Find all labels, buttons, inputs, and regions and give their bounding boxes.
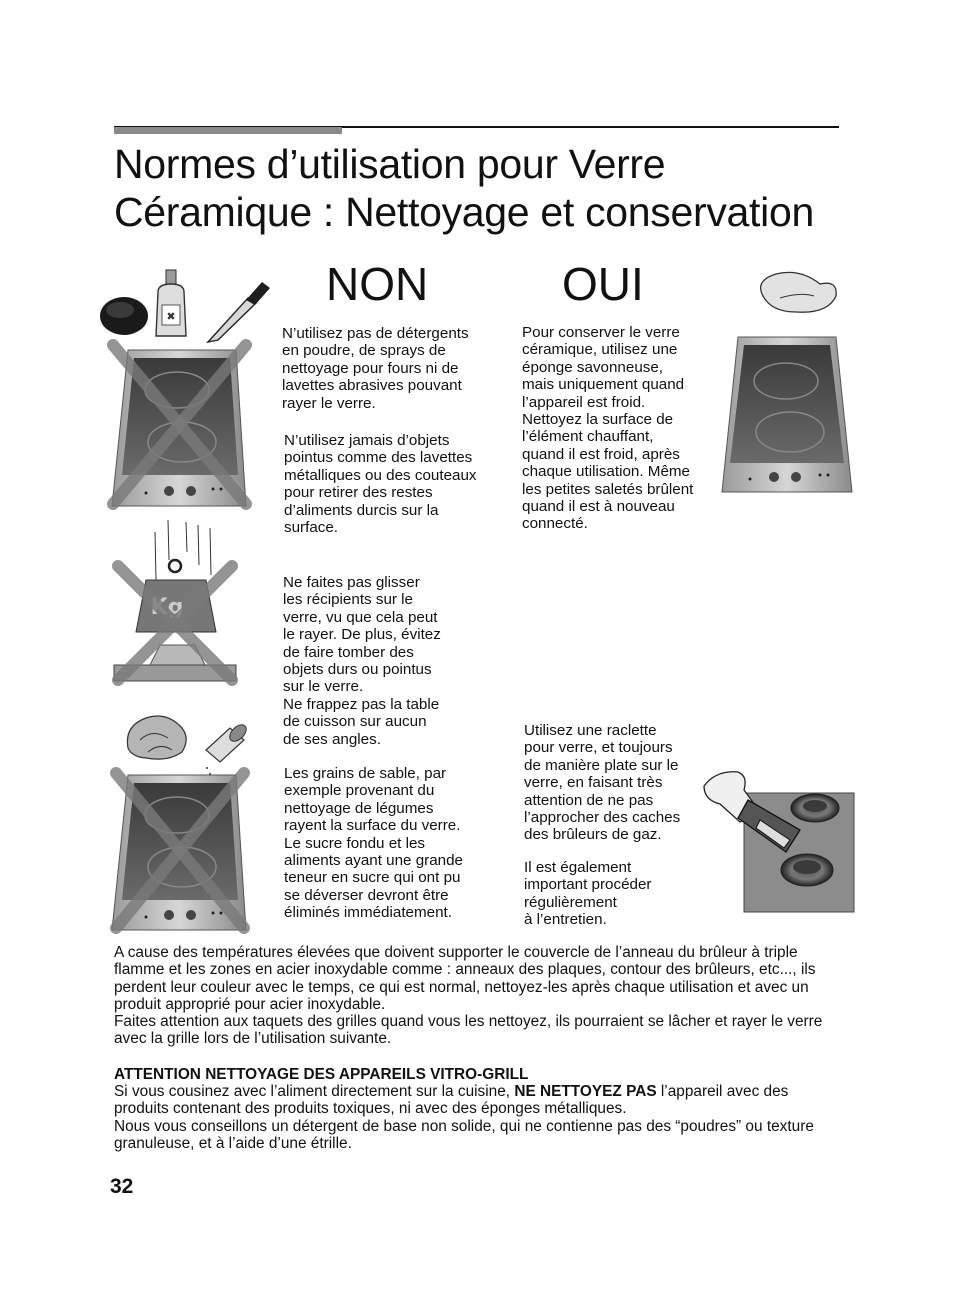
oui-scraper-text: Utilisez une raclette pour verre, et toujours de manière plate sur le verre, en faisant très attention de ne pas l’approcher des caches des brûleurs de gaz. bbox=[524, 722, 681, 844]
knife-icon bbox=[208, 282, 270, 342]
non-detergent-text: N’utilisez pas de détergents en poudre, de sprays de nettoyage pour fours ni de lavettes abrasives pouvant rayer le verre. bbox=[282, 325, 469, 412]
page-title-line-2: Céramique : Nettoyage et conservation bbox=[114, 189, 814, 235]
non-hob-abrasive bbox=[112, 345, 246, 506]
non-sliding-text: Ne faites pas glisser les récipients sur le verre, vu que cela peut le rayer. De plus, évitez de faire tomber des objets durs ou pointus sur le verre. Ne frappez pas la table de cuisson sur aucun de ses angles. bbox=[283, 574, 441, 748]
oui-heading: OUI bbox=[562, 258, 644, 310]
non-hob-sand bbox=[112, 773, 246, 930]
lettuce-icon bbox=[127, 716, 186, 759]
footer-paragraph-3: Nous vous conseillons un détergent de base non solide, qui ne contienne pas des “poudres” ou texture granuleuse, et à l’aide d’une étrille. bbox=[114, 1118, 814, 1153]
oui-hob-clean bbox=[722, 337, 852, 492]
svg-text:✖: ✖ bbox=[166, 310, 176, 323]
attention-text-end: l’appareil avec des produits contenant des produits toxiques, ni avec des éponges métalliques. bbox=[114, 1083, 789, 1118]
oui-maintenance-text: Il est également important procéder régulièrement à l’entretien. bbox=[524, 859, 652, 929]
sponge-icon bbox=[761, 272, 837, 312]
attention-heading: ATTENTION NETTOYAGE DES APPAREILS VITRO-GRILL bbox=[114, 1066, 529, 1083]
non-falling-weight bbox=[114, 520, 236, 681]
footer-paragraph-2: Faites attention aux taquets des grilles quand vous les nettoyez, ils pourraient se lâcher et rayer le verre avec la grille lors de l’utilisation suivante. bbox=[114, 1013, 823, 1048]
non-heading: NON bbox=[326, 258, 429, 310]
page-title-line-1: Normes d’utilisation pour Verre bbox=[114, 141, 666, 187]
attention-text-start: Si vous cousinez avec l’aliment directement sur la cuisine, bbox=[114, 1083, 511, 1100]
attention-emphasis: NE NETTOYEZ PAS bbox=[514, 1083, 657, 1100]
cleaning-spray-bottle-icon bbox=[156, 270, 186, 336]
non-sand-sugar-text: Les grains de sable, par exemple provenant du nettoyage de légumes rayent la surface du verre. Le sucre fondu et les aliments ayant une grande teneur en sucre qui ont pu se déverser devront être éliminés immédiatement. bbox=[284, 765, 463, 922]
oui-gas-hob-scraper bbox=[704, 772, 854, 912]
page-number: 32 bbox=[110, 1175, 134, 1198]
attention-paragraph bbox=[114, 1083, 844, 1118]
oui-sponge-text: Pour conserver le verre céramique, utilisez une éponge savonneuse, mais uniquement quand l’appareil est froid. Nettoyez la surface de l’élément chauffant, quand il est froid, après chaque utilisation. Même les petites saletés brûlent quand il est à nouveau connecté. bbox=[522, 324, 694, 533]
footer-paragraph-1: A cause des températures élevées que doivent supporter le couvercle de l’anneau du brûleur à triple flamme et les zones en acier inoxydable comme : anneaux des plaques, contour des brûleurs, etc..., ils perdent leur couleur avec le temps, ce qui est normal, nettoyez-les après chaque utilisation et avec un produit approprié pour acier inoxydable. bbox=[114, 944, 816, 1014]
abrasive-pad-icon bbox=[100, 297, 148, 335]
non-sharp-objects-text: N’utilisez jamais d’objets pointus comme des lavettes métalliques ou des couteaux pour retirer des restes d’aliments durcis sur la surface. bbox=[284, 432, 477, 537]
